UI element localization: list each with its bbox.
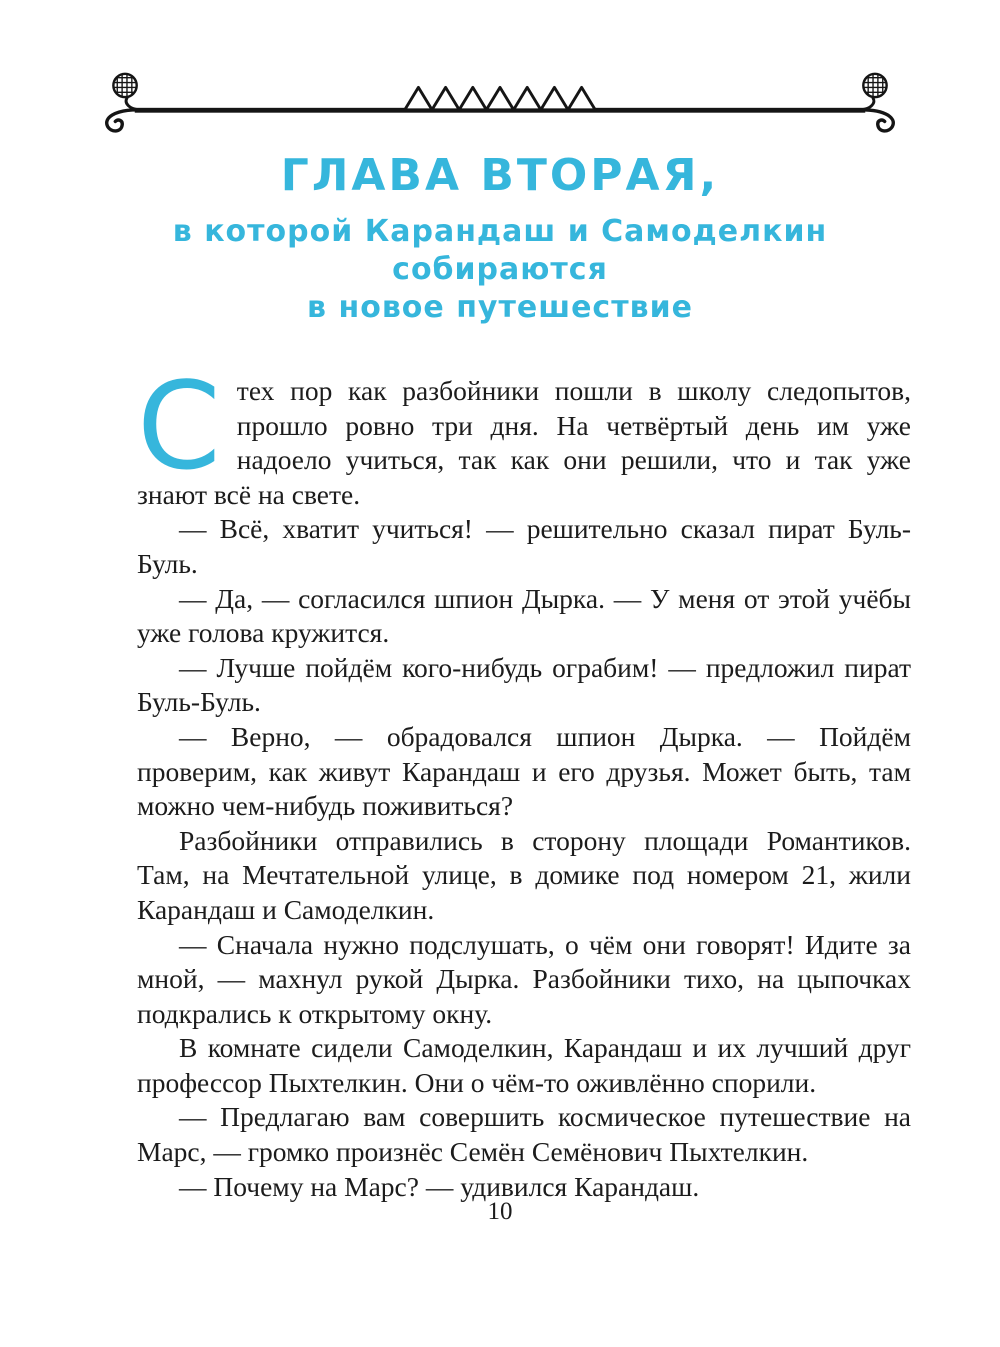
- body-paragraph-8: — Предлагаю вам совершить космическое путешествие на Марс, — громко произнёс Семён Семёнович Пыхтелкин.: [137, 1101, 911, 1168]
- body-paragraph-6: — Сначала нужно подслушать, о чём они говорят! Идите за мной, — махнул рукой Дырка. Разбойники тихо, на цыпочках подкрались к открытому окну.: [137, 928, 911, 1029]
- body-paragraph-1: — Всё, хватит учиться! — решительно сказал пират Буль-Буль.: [137, 513, 911, 579]
- page-body: [137, 358, 911, 1204]
- header-ornament-divider: [90, 68, 910, 136]
- chapter-title: ГЛАВА ВТОРАЯ,: [280, 150, 720, 201]
- chapter-subtitle-line-3: в новое путешествие: [307, 290, 693, 325]
- chapter-subtitle-line-2: собираются: [392, 252, 608, 287]
- body-paragraph-9: — Почему на Марс? — удивился Карандаш.: [179, 1170, 700, 1202]
- chapter-heading: [0, 150, 1000, 327]
- body-paragraph-7: В комнате сидели Самоделкин, Карандаш и их лучший друг профессор Пыхтелкин. Они о чём-то оживлённо спорили.: [137, 1032, 911, 1098]
- body-paragraph-5: Разбойники отправились в сторону площади Романтиков. Там, на Мечтательной улице, в домике под номером 21, жили Карандаш и Самоделкин.: [137, 824, 911, 925]
- drop-cap: С: [137, 358, 221, 497]
- opening-paragraph: [137, 358, 911, 512]
- opening-paragraph-text: тех пор как разбойники пошли в школу следопытов, прошло ровно три дня. На четвёртый день им уже надоело учиться, так как они решили, что и так уже знают всё на свете.: [137, 375, 911, 510]
- chapter-subtitle: [0, 213, 1000, 327]
- body-paragraph-2: — Да, — согласился шпион Дырка. — У меня от этой учёбы уже голова кружится.: [137, 582, 911, 649]
- body-paragraph-3: — Лучше пойдём кого-нибудь ограбим! — предложил пират Буль-Буль.: [137, 651, 911, 718]
- body-paragraph-4: — Верно, — обрадовался шпион Дырка. — Пойдём проверим, как живут Карандаш и его друзья. Может быть, там можно чем-нибудь поживиться?: [137, 720, 911, 822]
- chapter-subtitle-line-1: в которой Карандаш и Самоделкин: [172, 214, 828, 249]
- page-number: 10: [487, 1198, 513, 1225]
